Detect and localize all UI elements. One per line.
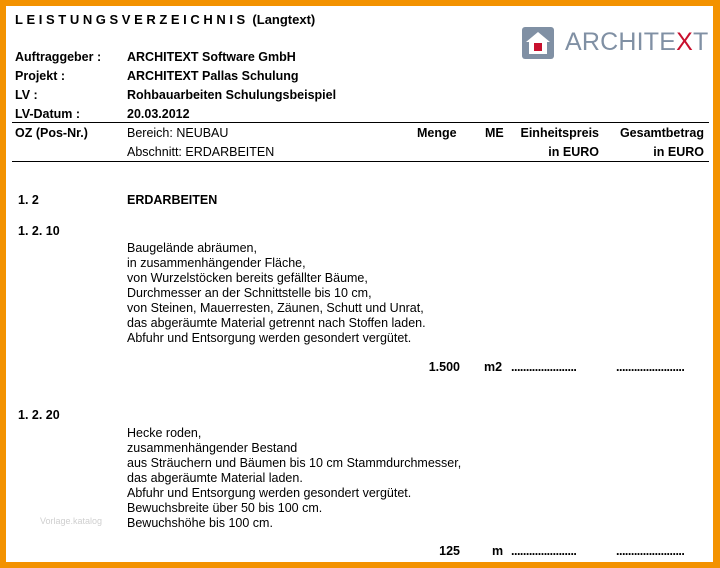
section-number: 1. 2 — [18, 193, 39, 207]
bereich-label: Bereich: NEUBAU — [127, 126, 229, 140]
col-menge: Menge — [417, 126, 457, 140]
position-quantity: 1.500 — [428, 360, 460, 374]
col-me: ME — [485, 126, 504, 140]
position-total: ....................... — [616, 360, 685, 374]
position-number: 1. 2. 20 — [18, 408, 60, 422]
logo-wordmark: ARCHITEXT — [565, 28, 709, 56]
col-oz: OZ (Pos-Nr.) — [15, 126, 88, 140]
position-unit-price: ...................... — [511, 360, 577, 374]
project-value: ARCHITEXT Pallas Schulung — [127, 69, 299, 83]
position-text: Baugelände abräumen, in zusammenhängender Fläche, von Wurzelstöcken bereits gefällter Bäume, Durchmesser an der Schnittstelle bis 10 cm, von Steinen, Mauerresten, Zäunen, Schutt und Unrat, das abgeräumte Material getrennt nach Stoffen laden. Abfuhr und Entsorgung werden gesondert vergütet. — [127, 241, 426, 345]
header-bottom-rule — [12, 161, 709, 162]
client-label: Auftraggeber : — [15, 50, 102, 64]
document-title — [15, 12, 315, 27]
date-value: 20.03.2012 — [127, 107, 190, 121]
house-logo-icon — [521, 26, 557, 60]
position-unit-price: ...................... — [511, 544, 577, 558]
architext-logo — [521, 26, 711, 60]
col-einheitspreis-unit: in EURO — [548, 145, 599, 159]
client-value: ARCHITEXT Software GmbH — [127, 50, 296, 64]
position-unit: m2 — [484, 360, 503, 374]
position-text: Hecke roden, zusammenhängender Bestand aus Sträuchern und Bäumen bis 10 cm Stammdurchmesser, das abgeräumte Material laden. Abfuhr und Entsorgung werden gesondert vergütet. Bewuchsbreite über 50 bis 100 cm. Bewuchshöhe bis 100 cm. — [127, 426, 462, 530]
document-page — [6, 6, 713, 562]
abschnitt-label: Abschnitt: ERDARBEITEN — [127, 145, 275, 159]
header-top-rule — [12, 122, 709, 123]
title-main: LEISTUNGSVERZEICHNIS — [15, 12, 249, 27]
watermark-text: Vorlage.katalog — [40, 516, 103, 526]
col-gesamtbetrag-unit: in EURO — [653, 145, 704, 159]
position-quantity: 125 — [439, 544, 460, 558]
title-suffix: (Langtext) — [252, 12, 316, 27]
lv-label: LV : — [15, 88, 38, 102]
project-label: Projekt : — [15, 69, 66, 83]
position-unit: m — [492, 544, 504, 558]
section-title: ERDARBEITEN — [127, 193, 218, 207]
col-gesamtbetrag: Gesamtbetrag — [619, 126, 704, 140]
position-number: 1. 2. 10 — [18, 224, 60, 238]
position-total: ....................... — [616, 544, 685, 558]
col-einheitspreis: Einheitspreis — [520, 126, 599, 140]
lv-value: Rohbauarbeiten Schulungsbeispiel — [127, 88, 337, 102]
date-label: LV-Datum : — [15, 107, 81, 121]
